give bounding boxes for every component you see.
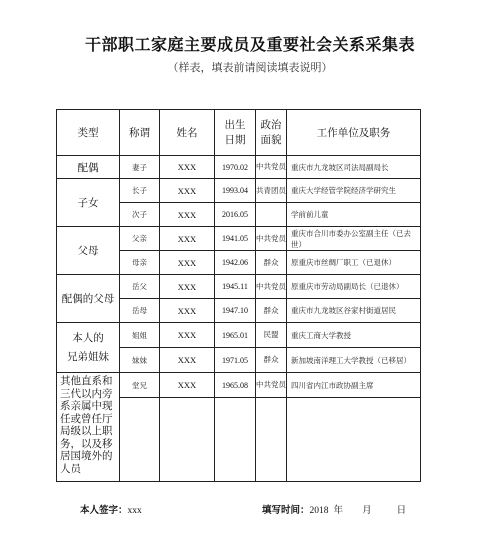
work-cell-empty [287, 398, 421, 482]
birth-cell: 1947.10 [215, 299, 256, 323]
table-row [57, 323, 421, 348]
category-siblings [57, 323, 120, 373]
category-spouse: 配偶 [57, 156, 120, 179]
category-spouse-parents: 配偶的父母 [57, 275, 120, 323]
work-cell: 新加坡南洋理工大学教授（已移居） [287, 348, 421, 373]
birth-cell: 1970.02 [215, 156, 256, 179]
politics-cell: 共青团员 [256, 179, 287, 203]
birth-cell: 1942.06 [215, 251, 256, 275]
work-cell: 重庆市九龙坡区谷家村街道居民 [287, 299, 421, 323]
work-cell: 四川省内江市政协副主席 [287, 373, 421, 398]
name-cell: XXX [160, 251, 215, 275]
name-cell: XXX [160, 179, 215, 203]
relation-cell: 次子 [120, 203, 160, 227]
category-other: 其他直系和三代以内旁系亲属中现任或曾任厅局级以上职务，以及移居国境外的人员 [57, 373, 120, 482]
relation-cell: 母亲 [120, 251, 160, 275]
header-row [57, 110, 421, 156]
family-members-table [56, 109, 421, 482]
birth-cell: 1941.05 [215, 227, 256, 251]
table-row [57, 275, 421, 299]
politics-cell: 中共党员 [256, 156, 287, 179]
header-birth [215, 110, 256, 156]
table-row [57, 179, 421, 203]
category-siblings-line1: 本人的 [72, 331, 104, 344]
relation-cell: 长子 [120, 179, 160, 203]
work-cell: 原重庆市丝绸厂职工（已退休） [287, 251, 421, 275]
name-cell: XXX [160, 156, 215, 179]
politics-cell: 群众 [256, 251, 287, 275]
work-cell: 重庆工商大学教授 [287, 323, 421, 348]
date-label: 填写时间： [262, 505, 310, 516]
category-siblings-line2: 兄弟姐妹 [67, 350, 109, 363]
relation-cell: 父亲 [120, 227, 160, 251]
work-cell: 重庆市合川市委办公室副主任（已去世） [287, 227, 421, 251]
header-politics-line2: 面貌 [260, 133, 282, 146]
header-politics [256, 110, 287, 156]
name-cell: XXX [160, 348, 215, 373]
name-cell: XXX [160, 323, 215, 348]
work-cell: 重庆市九龙坡区司法局副局长 [287, 156, 421, 179]
table-row [57, 373, 421, 398]
work-cell: 原重庆市劳动局副局长（已退休） [287, 275, 421, 299]
table-row [57, 156, 421, 179]
birth-cell: 1965.08 [215, 373, 256, 398]
date-field [262, 502, 406, 516]
year-unit: 年 [333, 505, 344, 516]
politics-cell [256, 203, 287, 227]
politics-cell: 中共党员 [256, 275, 287, 299]
month-unit: 月 [362, 505, 372, 516]
relation-cell-empty [120, 398, 160, 482]
header-type: 类型 [57, 110, 120, 156]
name-cell: XXX [160, 275, 215, 299]
header-politics-line1: 政治 [260, 118, 282, 131]
politics-cell: 中共党员 [256, 373, 287, 398]
work-cell: 学前前儿童 [287, 203, 421, 227]
work-cell: 重庆大学经管学院经济学研究生 [287, 179, 421, 203]
name-cell: XXX [160, 203, 215, 227]
table-row [57, 227, 421, 251]
name-cell: XXX [160, 299, 215, 323]
name-cell-empty [160, 398, 215, 482]
politics-cell-empty [256, 398, 287, 482]
politics-cell: 中共党员 [256, 227, 287, 251]
signature-field [80, 502, 142, 516]
relation-cell: 妹妹 [120, 348, 160, 373]
header-birth-line2: 日期 [224, 133, 246, 146]
name-cell: XXX [160, 227, 215, 251]
day-unit: 日 [396, 505, 407, 516]
header-work: 工作单位及职务 [287, 110, 421, 156]
date-year: 2018 [309, 506, 329, 516]
relation-cell: 姐姐 [120, 323, 160, 348]
birth-cell-empty [215, 398, 256, 482]
name-cell: XXX [160, 373, 215, 398]
birth-cell: 1965.01 [215, 323, 256, 348]
relation-cell: 岳父 [120, 275, 160, 299]
birth-cell: 1993.04 [215, 179, 256, 203]
relation-cell: 岳母 [120, 299, 160, 323]
politics-cell: 群众 [256, 299, 287, 323]
category-children: 子女 [57, 179, 120, 227]
form-title: 干部职工家庭主要成员及重要社会关系采集表 [84, 35, 415, 54]
signature-label: 本人签字： [80, 505, 128, 516]
header-relation: 称谓 [120, 110, 160, 156]
form-subtitle: （样表，填表前请阅读填表说明） [167, 61, 333, 74]
header-name: 姓名 [160, 110, 215, 156]
signature-value: xxx [127, 506, 142, 516]
birth-cell: 1945.11 [215, 275, 256, 299]
relation-cell: 堂兄 [120, 373, 160, 398]
politics-cell: 民盟 [256, 323, 287, 348]
birth-cell: 1971.05 [215, 348, 256, 373]
category-parents: 父母 [57, 227, 120, 275]
header-birth-line1: 出生 [224, 118, 246, 131]
politics-cell: 群众 [256, 348, 287, 373]
relation-cell: 妻子 [120, 156, 160, 179]
birth-cell: 2016.05 [215, 203, 256, 227]
